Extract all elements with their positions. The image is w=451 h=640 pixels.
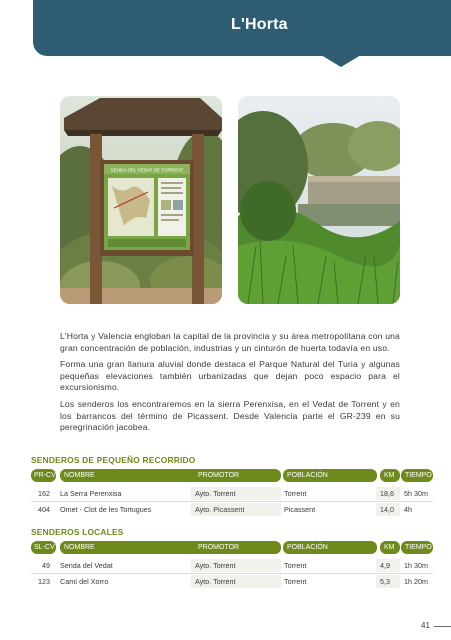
cell-tiempo: 4h [404, 505, 412, 514]
cell-km: 5,3 [376, 575, 400, 588]
section-heading-sl: SENDEROS LOCALES [31, 527, 124, 537]
cell-km: 14,0 [376, 503, 400, 516]
column-header-code: PR-CV [31, 469, 56, 482]
cell-tiempo: 5h 30m [404, 489, 428, 498]
banner-notch [321, 55, 361, 67]
table-senderos-locales [31, 541, 433, 588]
intro-paragraph: L'Horta y Valencia engloban la capital de la provincia y su área metropolitana con una gran concentración de población, industrias y un cinturón de huerta todavía en uso. [60, 331, 400, 353]
table-header [31, 469, 433, 482]
intro-paragraph: Los senderos los encontraremos en la sierra Perenxisa, en el Vedat de Torrent y en los barrancos del término de Picassent. Desde Valencia parte el GR-239 en su peregrinación jacobea. [60, 398, 400, 433]
cell-promotor: Ayto. Torrent [191, 575, 281, 588]
cell-nombre: La Serra Perenxisa [60, 489, 122, 498]
cell-poblacion: Picassent [284, 505, 316, 514]
header-banner [33, 0, 451, 56]
cell-nombre: Senda del Vedat [60, 561, 113, 570]
cell-poblacion: Torrent [284, 489, 307, 498]
page-number-rule [434, 626, 451, 627]
cell-km: 4,9 [376, 559, 400, 572]
column-header-km: KM [380, 469, 400, 482]
column-header-tiempo: TIEMPO [401, 541, 433, 554]
column-header-promotor: PROMOTOR [194, 469, 281, 482]
trail-information-board-photo [60, 96, 222, 304]
river-vegetation-photo [238, 96, 400, 304]
cell-promotor: Ayto. Torrent [191, 487, 281, 500]
column-header-nombre: NOMBRE [60, 541, 221, 554]
cell-promotor: Ayto. Picassent [191, 503, 281, 516]
column-header-km: KM [380, 541, 400, 554]
column-header-tiempo: TIEMPO [401, 469, 433, 482]
cell-km: 18,6 [376, 487, 400, 500]
sign-board-title: SENDA DEL VEDAT DE TORRENT [110, 167, 184, 173]
cell-nombre: Omet - Clot de les Tortugues [60, 505, 152, 514]
table-row [31, 558, 433, 573]
page-title: L'Horta [231, 16, 288, 33]
intro-text [60, 331, 400, 439]
table-row [31, 501, 433, 516]
cell-tiempo: 1h 30m [404, 561, 428, 570]
page-number: 41 [421, 621, 430, 630]
table-pequeno-recorrido [31, 469, 433, 516]
cell-nombre: Camí del Xorro [60, 577, 109, 586]
cell-promotor: Ayto. Torrent [191, 559, 281, 572]
cell-poblacion: Torrent [284, 577, 307, 586]
cell-code: 162 [38, 489, 50, 498]
section-heading-pr: SENDEROS DE PEQUEÑO RECORRIDO [31, 455, 196, 465]
column-header-code: SL-CV [31, 541, 56, 554]
cell-code: 49 [42, 561, 50, 570]
intro-paragraph: Forma una gran llanura aluvial donde destaca el Parque Natural del Turia y algunas pequeñas elevaciones también urbanizadas que dejan poco espacio para el excursionismo. [60, 359, 400, 393]
column-header-poblacion: POBLACIÓN [283, 541, 377, 554]
cell-code: 404 [38, 505, 50, 514]
table-header [31, 541, 433, 554]
table-row [31, 486, 433, 501]
cell-code: 123 [38, 577, 50, 586]
column-header-promotor: PROMOTOR [194, 541, 281, 554]
column-header-poblacion: POBLACIÓN [283, 469, 377, 482]
column-header-nombre: NOMBRE [60, 469, 221, 482]
table-row [31, 573, 433, 588]
cell-poblacion: Torrent [284, 561, 307, 570]
cell-tiempo: 1h 20m [404, 577, 428, 586]
